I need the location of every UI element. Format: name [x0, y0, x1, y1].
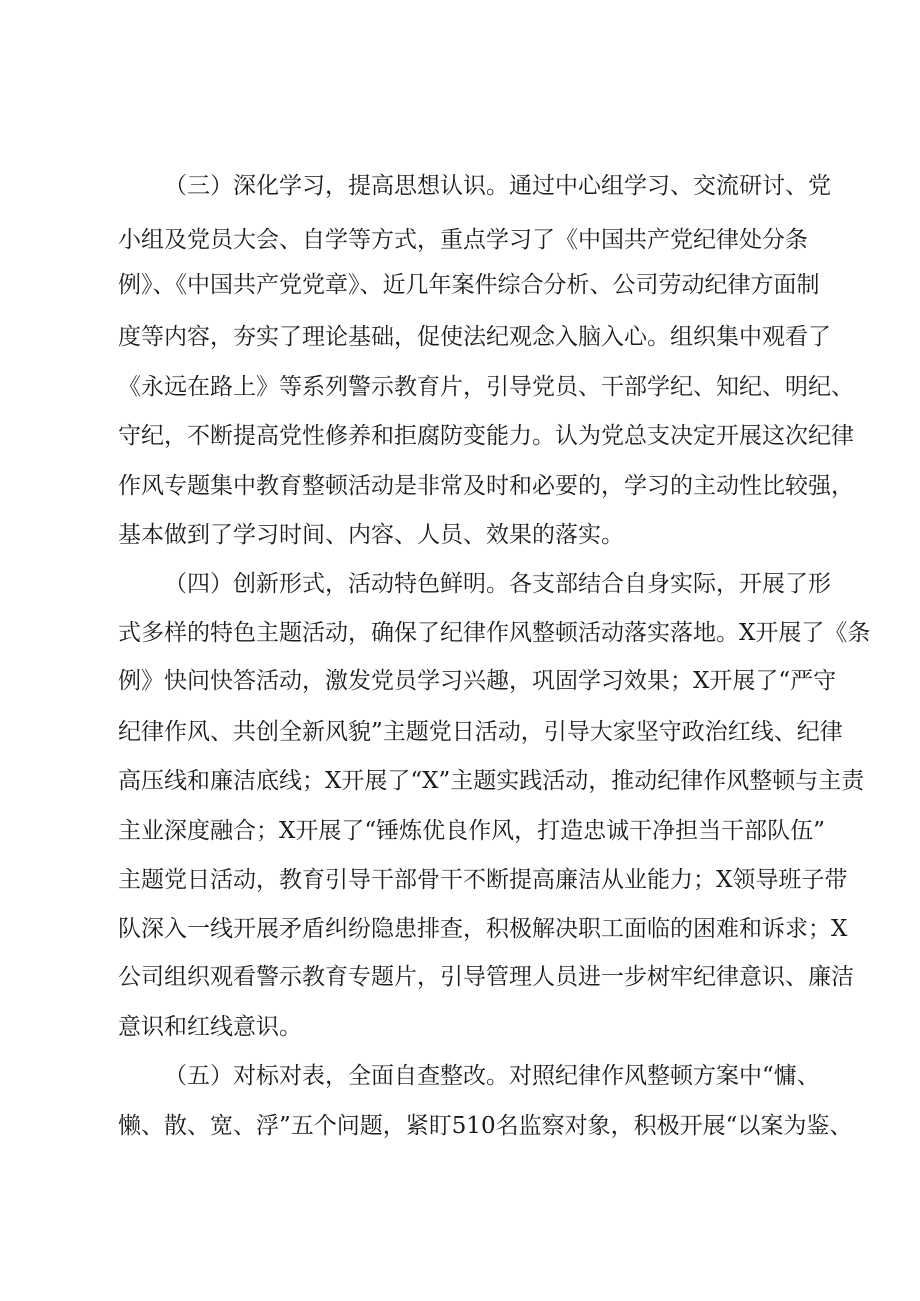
paragraph-3-line-8: 基本做到了学习时间、内容、人员、效果的落实。: [118, 522, 624, 548]
paragraph-4-line-4: 纪律作风、共创全新风貌”主题党日活动，引导大家坚守政治红线、纪律: [118, 719, 843, 745]
paragraph-3-line-7: 作风专题集中教育整顿活动是非常及时和必要的，学习的主动性比较强，: [118, 473, 854, 499]
paragraph-4-line-1: （四）创新形式，活动特色鲜明。各支部结合自身实际，开展了形: [164, 571, 831, 597]
paragraph-3-line-2: 小组及党员大会、自学等方式，重点学习了《中国共产党纪律处分条: [118, 227, 808, 253]
paragraph-4-line-2: 式多样的特色主题活动，确保了纪律作风整顿活动落实落地。X开展了《条: [118, 620, 871, 646]
paragraph-4-line-5: 高压线和廉洁底线；X开展了“X”主题实践活动，推动纪律作风整顿与主责: [118, 768, 865, 794]
paragraph-4-line-6: 主业深度融合；X开展了“锤炼优良作风，打造忠诚干净担当干部队伍”: [118, 818, 825, 844]
paragraph-3-line-6: 守纪，不断提高党性修养和拒腐防变能力。认为党总支决定开展这次纪律: [118, 423, 854, 449]
paragraph-3-line-4: 度等内容，夯实了理论基础，促使法纪观念入脑入心。组织集中观看了: [118, 324, 831, 350]
paragraph-5-line-2: 懒、散、宽、浮”五个问题，紧盯510名监察对象，积极开展“以案为鉴、: [118, 1113, 853, 1139]
paragraph-4-line-9: 公司组织观看警示教育专题片，引导管理人员进一步树牢纪律意识、廉洁: [118, 964, 854, 990]
paragraph-4-line-3: 例》快问快答活动，激发党员学习兴趣，巩固学习效果；X开展了“严守: [118, 668, 837, 694]
paragraph-4-line-10: 意识和红线意识。: [118, 1014, 302, 1040]
paragraph-3-line-5: 《永远在路上》等系列警示教育片，引导党员、干部学纪、知纪、明纪、: [118, 374, 854, 400]
paragraph-3-line-1: （三）深化学习，提高思想认识。通过中心组学习、交流研讨、党: [164, 173, 831, 199]
paragraph-5-line-1: （五）对标对表，全面自查整改。对照纪律作风整顿方案中“慵、: [164, 1063, 820, 1089]
paragraph-4-line-8: 队深入一线开展矛盾纠纷隐患排查，积极解决职工面临的困难和诉求；X: [118, 916, 848, 942]
paragraph-3-line-3: 例》、《中国共产党党章》、近几年案件综合分析、公司劳动纪律方面制: [118, 272, 820, 298]
paragraph-4-line-7: 主题党日活动，教育引导干部骨干不断提高廉洁从业能力；X领导班子带: [118, 867, 848, 893]
